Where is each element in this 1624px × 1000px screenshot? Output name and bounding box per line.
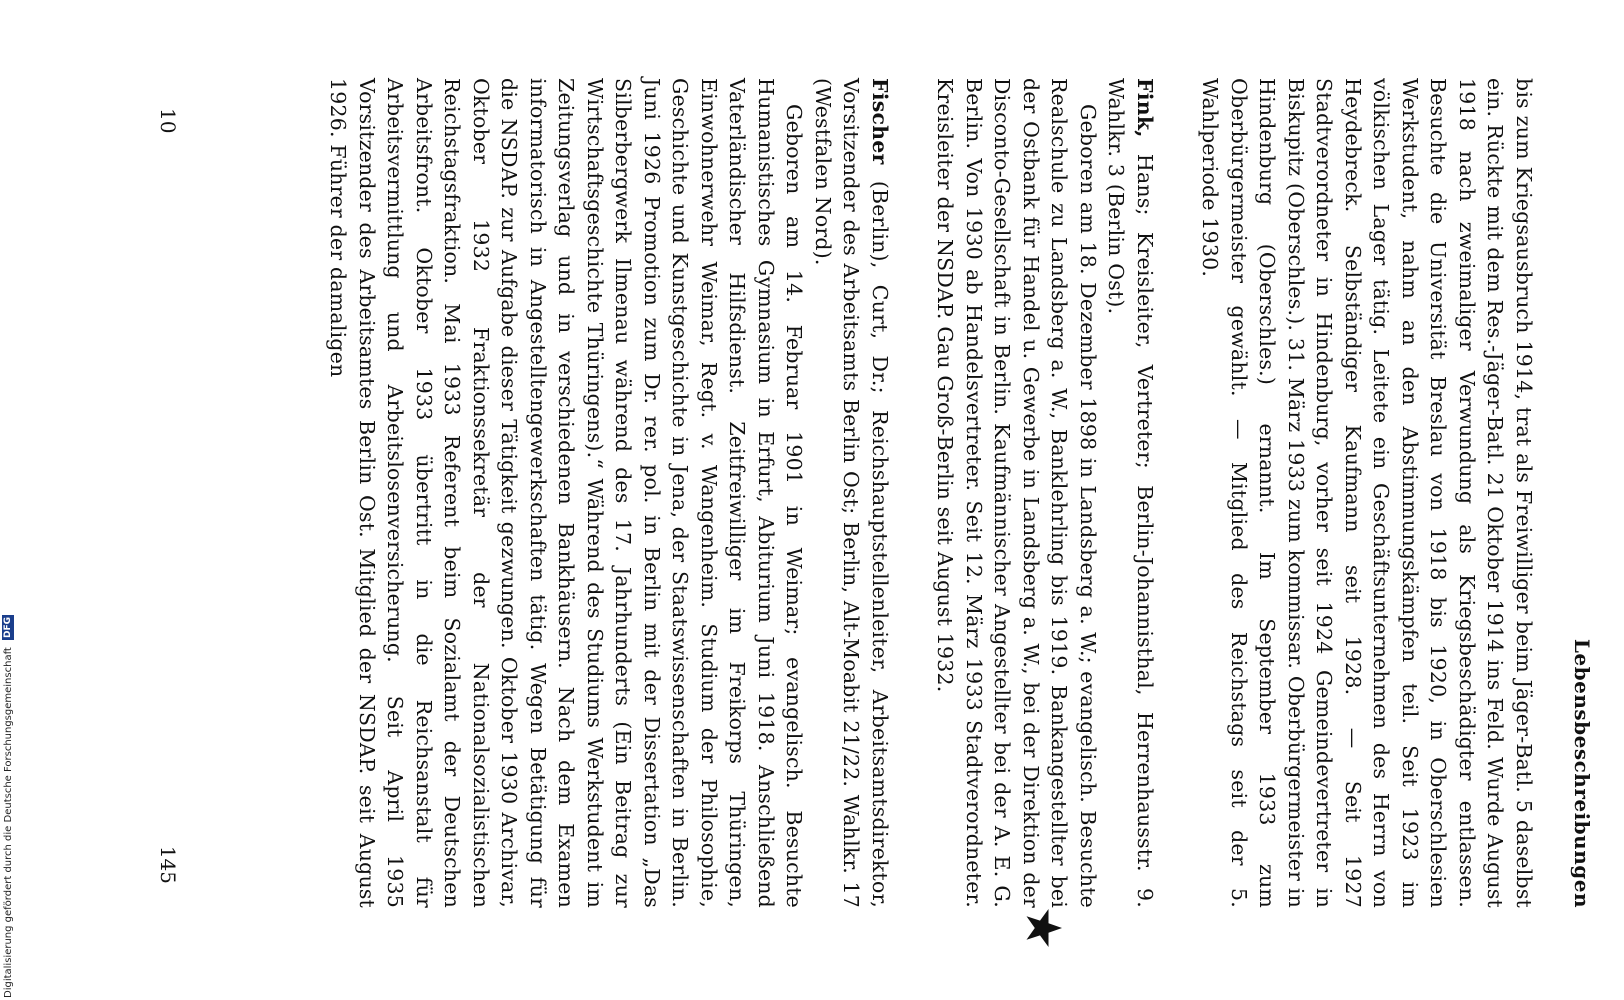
biography-paragraph: Geboren am 18. Dezember 1898 in Landsberg a. W.; evangelisch. Besuchte Realschule zu Landsberg a. W., Banklehrling bis 1919. Bankangestellter bei der Ostbank für Handel u. Gewerbe in Landsberg a. W., bei der Direktion der Disconto-Gesellschaft in Berlin. Kaufmännischer Angestellter bei der A. E. G. Berlin. Von 1930 ab Handelsvertreter. Seit 12. März 1933 Stadtverordneter. Kreisleiter der NSDAP. Gau Groß-Berlin seit August 1932.	[933, 78, 1100, 908]
page-header	[1558, 78, 1598, 908]
continuation-paragraph: bis zum Kriegsausbruch 1914, trat als Freiwilliger beim Jäger-Batl. 5 daselbst ein. Rückte mit dem Res.-Jäger-Batl. 21 Oktober 1914 ins Feld. Wurde August 1918 nach zweimaliger Verwundung als Kriegsbeschädigter entlassen. Besuchte die Universität Breslau von 1918 bis 1920, in Oberschlesien Werkstudent, nahm an den Abstimmungskämpfen teil. Seit 1923 im völkischen Lager tätig. Leitete ein Geschäftsunternehmen des Herrn von Heydebreck. Selbständiger Kaufmann seit 1928. — Seit 1927 Stadtverordneter in Hindenburg, vorher seit 1924 Gemeindevertreter in Biskupitz (Oberschles.). 31. März 1933 zum kommissar. Oberbürgermeister in Hindenburg (Oberschles.) ernannt. Im September 1933 zum Oberbürgermeister gewählt. — Mitglied des Reichstags seit der 5. Wahlperiode 1930.	[1198, 78, 1536, 908]
digitization-credit	[0, 0, 18, 1000]
digitization-credit-text-wrap	[2, 578, 16, 998]
running-title: Lebensbeschreibungen	[1570, 638, 1594, 908]
biography-entry-heading	[1102, 78, 1159, 908]
page-number-right: 145	[156, 845, 180, 884]
page-number-left: 10	[156, 108, 180, 134]
page-footer	[150, 78, 180, 908]
entry-name: Fink,	[1133, 78, 1157, 138]
page-content	[142, 78, 1598, 908]
body-text	[324, 78, 1538, 908]
biography-paragraph: Geboren am 14. Februar 1901 in Weimar; evangelisch. Besuchte Humanistisches Gymnasium in Erfurt, Abiturium Juni 1918. Anschließend Vaterländischer Hilfsdienst. Zeitfreiwilliger im Freikorps Thüringen, Einwohnerwehr Weimar, Regt. v. Wangenheim. Studium der Philosophie, Geschichte und Kunstgeschichte in Jena, der Staatswissenschaften in Berlin. Juni 1926 Promotion zum Dr. rer. pol. in Berlin mit der Dissertation „Das Silberbergwerk Ilmenau während des 17. Jahrhunderts (Ein Beitrag zur Wirtschaftsgeschichte Thüringens).“ Während des Studiums Werkstudent im Zeitungsverlag und in verschiedenen Bankhäusern. Nach dem Examen informatorisch in Angestelltengewerkschaften tätig. Wegen Betätigung für die NSDAP. zur Aufgabe dieser Tätigkeit gezwungen. Oktober 1930 Archivar, Oktober 1932 Fraktionssekretär der Nationalsozialistischen Reichstagsfraktion. Mai 1933 Referent beim Sozialamt der Deutschen Arbeitsfront. Oktober 1933 übertritt in die Reichsanstalt für Arbeitsvermittlung und Arbeitslosenversicherung. Seit April 1935 Vorsitzender des Arbeitsamtes Berlin Ost. Mitglied der NSDAP. seit August 1926. Führer der damaligen	[326, 78, 807, 908]
entry-name: Fischer	[868, 78, 892, 165]
biography-entry-heading	[809, 78, 895, 908]
entry-gap	[1159, 78, 1196, 908]
digitization-credit-text: Digitalisierung gefördert durch die Deutsche Forschungsgemeinschaft	[3, 647, 14, 998]
entry-details: (Berlin), Curt, Dr.; Reichshauptstellenleiter, Arbeitsamtsdirektor, Vorsitzender des Arbeitsamts Berlin Ost; Berlin, Alt-Moabit 21/22. Wahlkr. 17 (Westfalen Nord).	[811, 78, 892, 908]
entry-details: Hans; Kreisleiter, Vertreter; Berlin-Johannisthal, Herrenhausstr. 9. Wahlkr. 3 (Berlin Ost).	[1104, 78, 1157, 908]
star-icon	[1024, 908, 1064, 948]
entry-gap	[894, 78, 931, 908]
dfg-logo: DFG	[3, 616, 13, 638]
